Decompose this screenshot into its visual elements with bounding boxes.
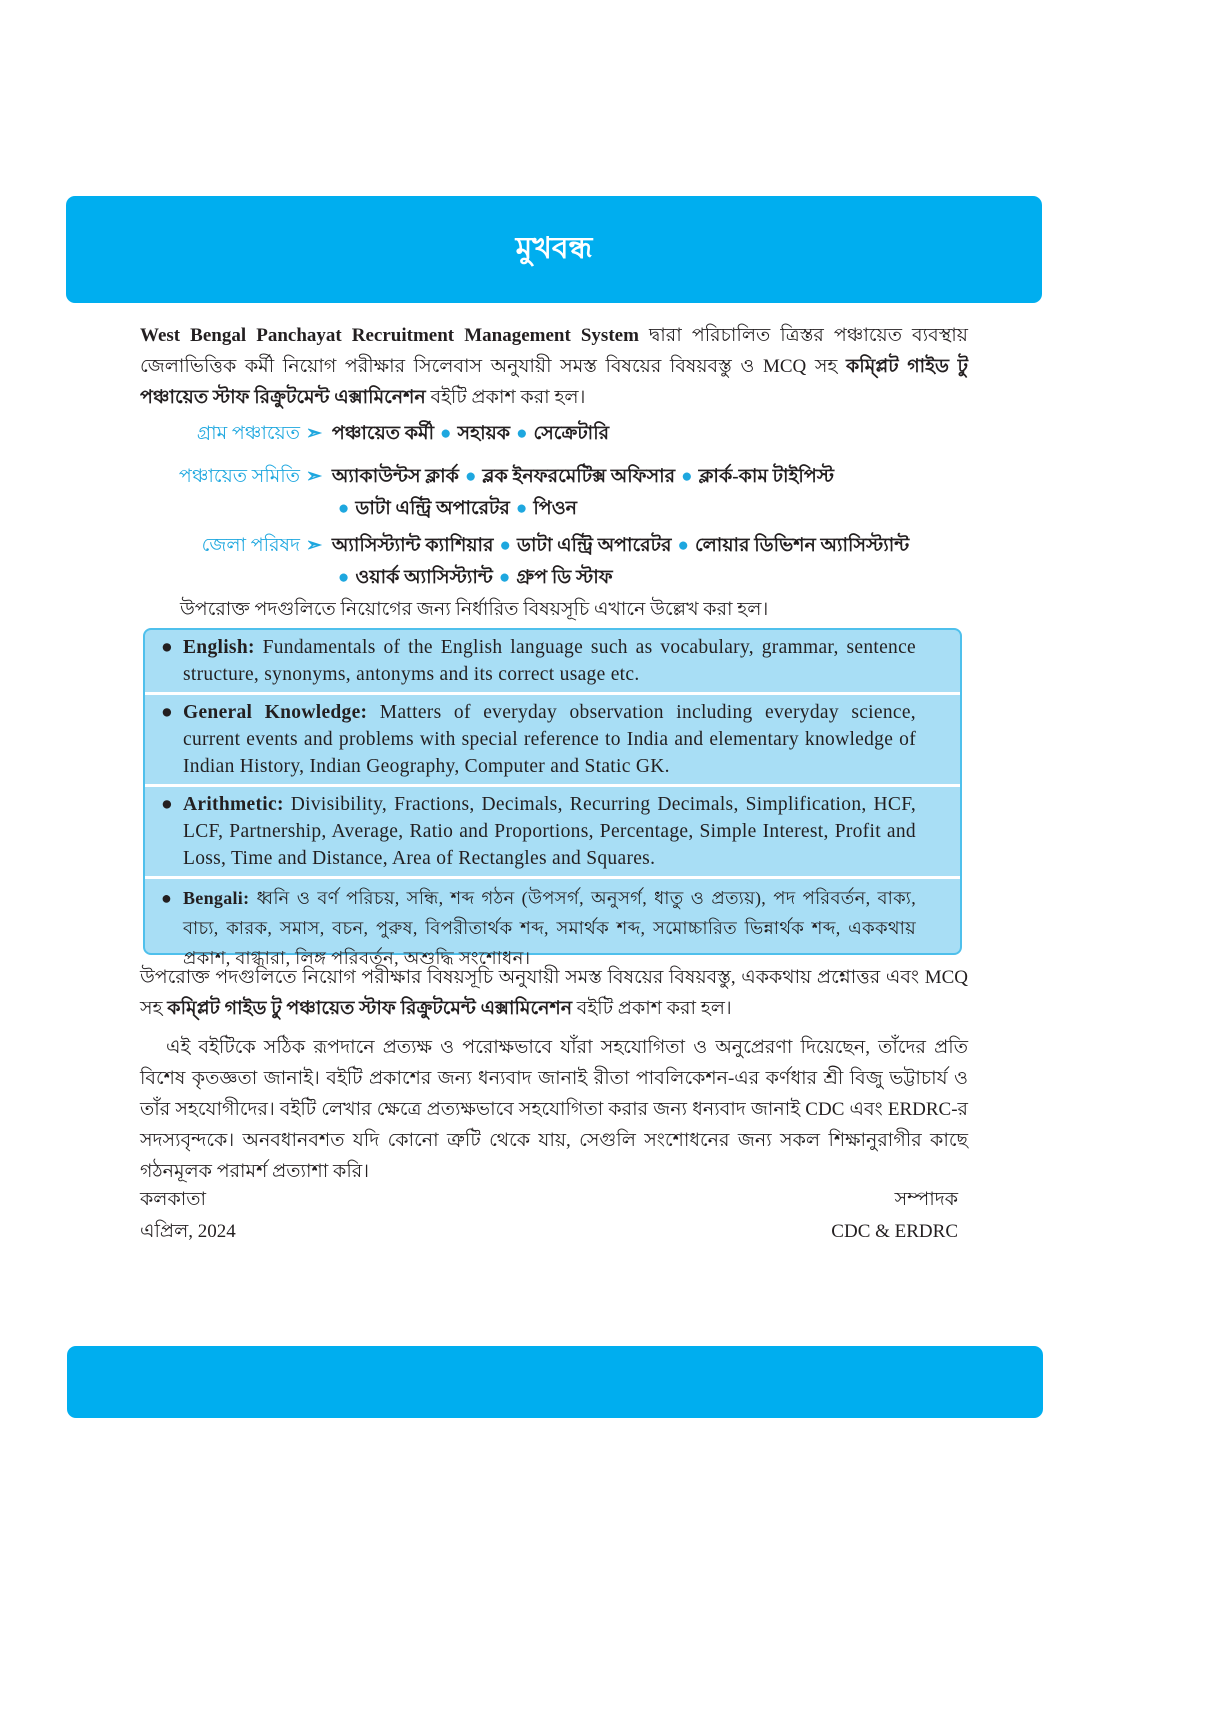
- post-group: [140, 530, 980, 594]
- arrow-icon: ➣: [306, 423, 322, 444]
- subject-text: Matters of everyday observation including everyday science, current events and problems with special reference to India and elementary knowledge of Indian History, Indian Geography, Computer and Static GK.: [183, 702, 916, 777]
- signoff-left: [140, 1184, 236, 1248]
- intro-paragraph: [140, 320, 968, 413]
- post-item: অ্যাসিস্ট্যান্ট ক্যাশিয়ার: [331, 535, 494, 556]
- post-group-label: পঞ্চায়েত সমিতি: [178, 466, 300, 487]
- post-group: [140, 418, 980, 450]
- page-title: মুখবন্ধ: [515, 232, 593, 265]
- post-item: ক্লার্ক-কাম টাইপিস্ট: [698, 466, 834, 487]
- post-item: ওয়ার্ক অ্যাসিস্ট্যান্ট: [355, 567, 493, 588]
- intro-text: দ্বারা পরিচালিত ত্রিস্তর পঞ্চায়েত ব্যবস্থায় জেলাভিত্তিক কর্মী নিয়োগ পরীক্ষার সিলেবাস অনুযায়ী সমস্ত বিষয়ের বিষয়বস্তু ও MCQ সহ: [140, 325, 968, 377]
- post-item: লোয়ার ডিভিশন অ্যাসিস্ট্যান্ট: [694, 535, 910, 556]
- second-paragraph: [140, 962, 968, 1024]
- bullet-icon: ●: [516, 423, 528, 444]
- subject-title: Arithmetic:: [183, 794, 284, 815]
- subject-text: Fundamentals of the English language such as vocabulary, grammar, sentence structure, synonyms, antonyms and its correct usage etc.: [183, 637, 916, 685]
- book-title: কম্প্লিট গাইড টু পঞ্চায়েত স্টাফ রিক্রুটমেন্ট এক্সামিনেশন: [140, 356, 968, 408]
- bullet-icon: ●: [337, 498, 350, 519]
- bullet-icon: ●: [161, 794, 174, 815]
- bullet-icon: ●: [161, 888, 173, 908]
- arrow-icon: ➣: [306, 466, 322, 487]
- subject-title: English:: [183, 637, 255, 658]
- bullet-icon: ●: [337, 567, 350, 588]
- subject-text: ধ্বনি ও বর্ণ পরিচয়, সন্ধি, শব্দ গঠন (উপসর্গ, অনুসর্গ, ধাতু ও প্রত্যয়), পদ পরিবর্তন, বাক্য, বাচ্য, কারক, সমাস, বচন, পুরুষ, বিপরীতার্থক শব্দ, সমার্থক শব্দ, সমোচ্চারিত ভিন্নার্থক শব্দ, এককথায় প্রকাশ, বাগ্ধারা, লিঙ্গ পরিবর্তন, অশুদ্ধি সংশোধন।: [183, 888, 916, 968]
- syllabus-item: [145, 630, 960, 695]
- post-item: ডাটা এন্ট্রি অপারেটর: [355, 498, 510, 519]
- syllabus-item: [145, 787, 960, 879]
- bullet-icon: ●: [161, 702, 174, 723]
- place: কলকাতা: [140, 1189, 207, 1210]
- org-name: West Bengal Panchayat Recruitment Management System: [140, 325, 639, 346]
- post-list: [332, 418, 980, 450]
- bullet-icon: ●: [515, 498, 528, 519]
- date: এপ্রিল, 2024: [140, 1221, 236, 1242]
- post-item: সহায়ক: [457, 423, 511, 444]
- intro-text-end: বইটি প্রকাশ করা হল।: [425, 387, 586, 408]
- para2-text: উপরোক্ত পদগুলিতে নিয়োগ পরীক্ষার বিষয়সূচি অনুযায়ী সমস্ত বিষয়ের বিষয়বস্তু, এককথায় প্রশ্নোত্তর এবং MCQ সহ: [140, 967, 968, 1019]
- subject-title: General Knowledge:: [183, 702, 368, 723]
- editor-name: CDC & ERDRC: [831, 1221, 958, 1242]
- bullet-icon: ●: [681, 466, 693, 487]
- post-item: সেক্রেটারি: [533, 423, 610, 444]
- post-item: পিওন: [533, 498, 578, 519]
- syllabus-intro: উপরোক্ত পদগুলিতে নিয়োগের জন্য নির্ধারিত বিষয়সূচি এখানে উল্লেখ করা হল।: [180, 599, 769, 620]
- editor-role: সম্পাদক: [894, 1189, 958, 1210]
- post-group: [140, 461, 980, 525]
- post-group-label: গ্রাম পঞ্চায়েত: [196, 423, 300, 444]
- syllabus-box: [143, 628, 962, 968]
- post-list: [332, 530, 980, 594]
- arrow-icon: ➣: [306, 535, 322, 556]
- subject-text: Divisibility, Fractions, Decimals, Recurring Decimals, Simplification, HCF, LCF, Partnership, Average, Ratio and Proportions, Percentage, Simple Interest, Profit and Loss, Time and Distance, Area of Rectangles and Squares.: [183, 794, 916, 869]
- bullet-icon: ●: [499, 535, 511, 556]
- acknowledgement-paragraph: এই বইটিকে সঠিক রূপদানে প্রত্যক্ষ ও পরোক্ষভাবে যাঁরা সহযোগিতা ও অনুপ্রেরণা দিয়েছেন, তাঁদের প্রতি বিশেষ কৃতজ্ঞতা জানাই। বইটি প্রকাশের জন্য ধন্যবাদ জানাই রীতা পাবলিকেশন-এর কর্ণধার শ্রী বিজু ভট্টাচার্য ও তাঁর সহযোগীদের। বইটি লেখার ক্ষেত্রে প্রত্যক্ষভাবে সহযোগিতা করার জন্য ধন্যবাদ জানাই CDC এবং ERDRC-র সদস্যবৃন্দকে। অনবধানবশত যদি কোনো ত্রুটি থেকে যায়, সেগুলি সংশোধনের জন্য সকল শিক্ষানুরাগীর কাছে গঠনমূলক পরামর্শ প্রত্যাশা করি।: [140, 1037, 968, 1182]
- post-item: গ্রুপ ডি স্টাফ: [516, 567, 613, 588]
- syllabus-item: [145, 695, 960, 787]
- bullet-icon: ●: [677, 535, 689, 556]
- bullet-icon: ●: [440, 423, 452, 444]
- bullet-icon: ●: [498, 567, 511, 588]
- post-item: অ্যাকাউন্টস ক্লার্ক: [331, 466, 459, 487]
- para2-text-end: বইটি প্রকাশ করা হল।: [572, 998, 732, 1019]
- post-list: [332, 461, 980, 525]
- title-banner: [66, 196, 1042, 303]
- book-title: কম্প্লিট গাইড টু পঞ্চায়েত স্টাফ রিক্রুটমেন্ট এক্সামিনেশন: [167, 998, 573, 1019]
- footer-banner: [67, 1346, 1043, 1418]
- post-item: ডাটা এন্ট্রি অপারেটর: [516, 535, 672, 556]
- post-item: পঞ্চায়েত কর্মী: [331, 423, 435, 444]
- signoff-right: [831, 1184, 958, 1248]
- subject-title: Bengali:: [183, 888, 250, 908]
- post-item: ব্লক ইনফরমেটিক্স অফিসার: [482, 466, 676, 487]
- bullet-icon: ●: [161, 637, 174, 658]
- post-group-label: জেলা পরিষদ: [201, 535, 300, 556]
- bullet-icon: ●: [464, 466, 477, 487]
